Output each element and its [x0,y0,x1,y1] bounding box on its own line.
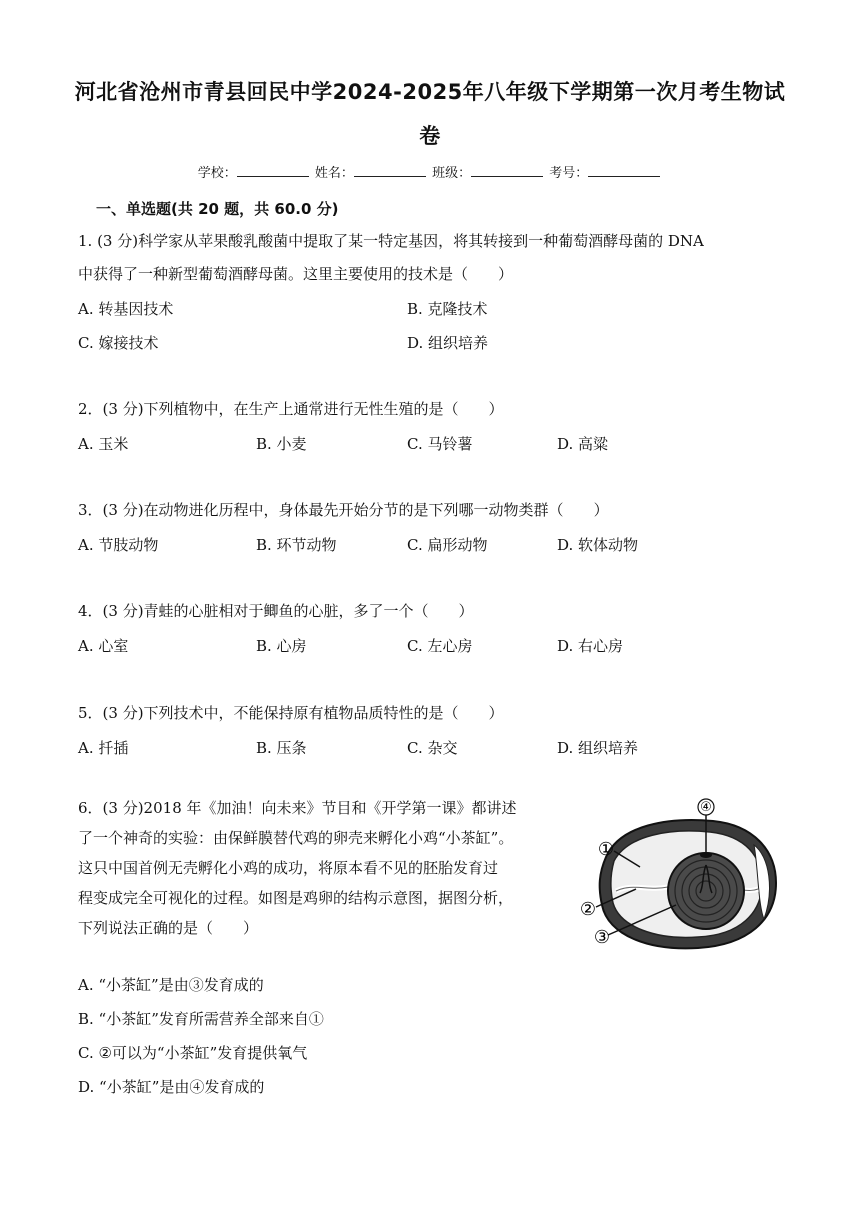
question-6-option-b[interactable]: B. “小茶缸”发育所需营养全部来自① [78,1010,324,1028]
question-1-stem-line1: 1. (3 分)科学家从苹果酸乳酸菌中提取了某一特定基因，将其转接到一种葡萄酒酵母菌的 DNA [78,232,704,250]
question-1-option-b[interactable]: B. 克隆技术 [407,300,488,318]
question-4-option-b[interactable]: B. 心房 [256,637,307,655]
question-6-stem-line4: 程变成完全可视化的过程。如图是鸡卵的结构示意图，据图分析， [78,889,514,907]
question-6-stem [78,793,578,943]
question-5-option-c[interactable]: C. 杂交 [407,739,458,757]
question-3-option-c[interactable]: C. 扁形动物 [407,536,488,554]
question-4-stem: 4．(3 分)青蛙的心脏相对于鲫鱼的心脏，多了一个（ ） [78,602,474,620]
exam-title-line1: 河北省沧州市青县回民中学2024-2025年八年级下学期第一次月考生物试 [74,80,786,104]
yolk [668,853,744,929]
question-4-option-d[interactable]: D. 右心房 [557,637,624,655]
name-label: 姓名： [314,166,354,181]
label-4: ④ [700,800,712,815]
egg-structure-diagram [578,795,788,960]
question-1-option-d[interactable]: D. 组织培养 [407,334,489,352]
section-heading: 一、单选题(共 20 题，共 60.0 分) [96,200,339,218]
question-5-option-b[interactable]: B. 压条 [256,739,307,757]
class-label: 班级： [432,166,472,181]
question-5-option-d[interactable]: D. 组织培养 [557,739,639,757]
class-blank[interactable] [471,163,543,177]
question-4-option-a[interactable]: A. 心室 [78,637,129,655]
student-info-line [0,162,860,181]
question-6-option-a[interactable]: A. “小茶缸”是由③发育成的 [78,976,264,994]
exam-no-blank[interactable] [588,163,660,177]
question-4-option-c[interactable]: C. 左心房 [407,637,473,655]
question-3-option-a[interactable]: A. 节肢动物 [78,536,159,554]
name-blank[interactable] [354,163,426,177]
question-6-stem-line1: 6．(3 分)2018 年《加油！向未来》节目和《开学第一课》都讲述 [78,799,517,817]
label-2: ② [579,899,597,920]
question-3-option-d[interactable]: D. 软体动物 [557,536,639,554]
question-2-stem: 2．(3 分)下列植物中，在生产上通常进行无性生殖的是（ ） [78,400,504,418]
label-3: ③ [593,927,611,948]
question-6-stem-line3: 这只中国首例无壳孵化小鸡的成功，将原本看不见的胚胎发育过 [78,859,499,877]
question-2-option-d[interactable]: D. 高粱 [557,435,609,453]
question-6-stem-line2: 了一个神奇的实验：由保鲜膜替代鸡的卵壳来孵化小鸡“小茶缸”。 [78,829,514,847]
question-6-option-c[interactable]: C. ②可以为“小茶缸”发育提供氧气 [78,1044,308,1062]
question-1-option-a[interactable]: A. 转基因技术 [78,300,174,318]
question-2-option-c[interactable]: C. 马铃薯 [407,435,473,453]
question-2-option-b[interactable]: B. 小麦 [256,435,307,453]
question-6-stem-line5: 下列说法正确的是（ ） [78,919,259,937]
school-blank[interactable] [237,163,309,177]
question-1-option-c[interactable]: C. 嫁接技术 [78,334,159,352]
question-6-option-d[interactable]: D. “小茶缸”是由④发育成的 [78,1078,265,1096]
question-5-option-a[interactable]: A. 扦插 [78,739,129,757]
question-3-stem: 3．(3 分)在动物进化历程中，身体最先开始分节的是下列哪一动物类群（ ） [78,501,609,519]
question-5-stem: 5．(3 分)下列技术中，不能保持原有植物品质特性的是（ ） [78,704,504,722]
question-3-option-b[interactable]: B. 环节动物 [256,536,337,554]
exam-title-line2: 卷 [419,124,441,148]
label-1: ① [597,839,615,860]
exam-no-label: 考号： [549,166,589,181]
school-label: 学校： [197,166,237,181]
question-1-stem-line2: 中获得了一种新型葡萄酒酵母菌。这里主要使用的技术是（ ） [78,265,514,283]
question-2-option-a[interactable]: A. 玉米 [78,435,129,453]
